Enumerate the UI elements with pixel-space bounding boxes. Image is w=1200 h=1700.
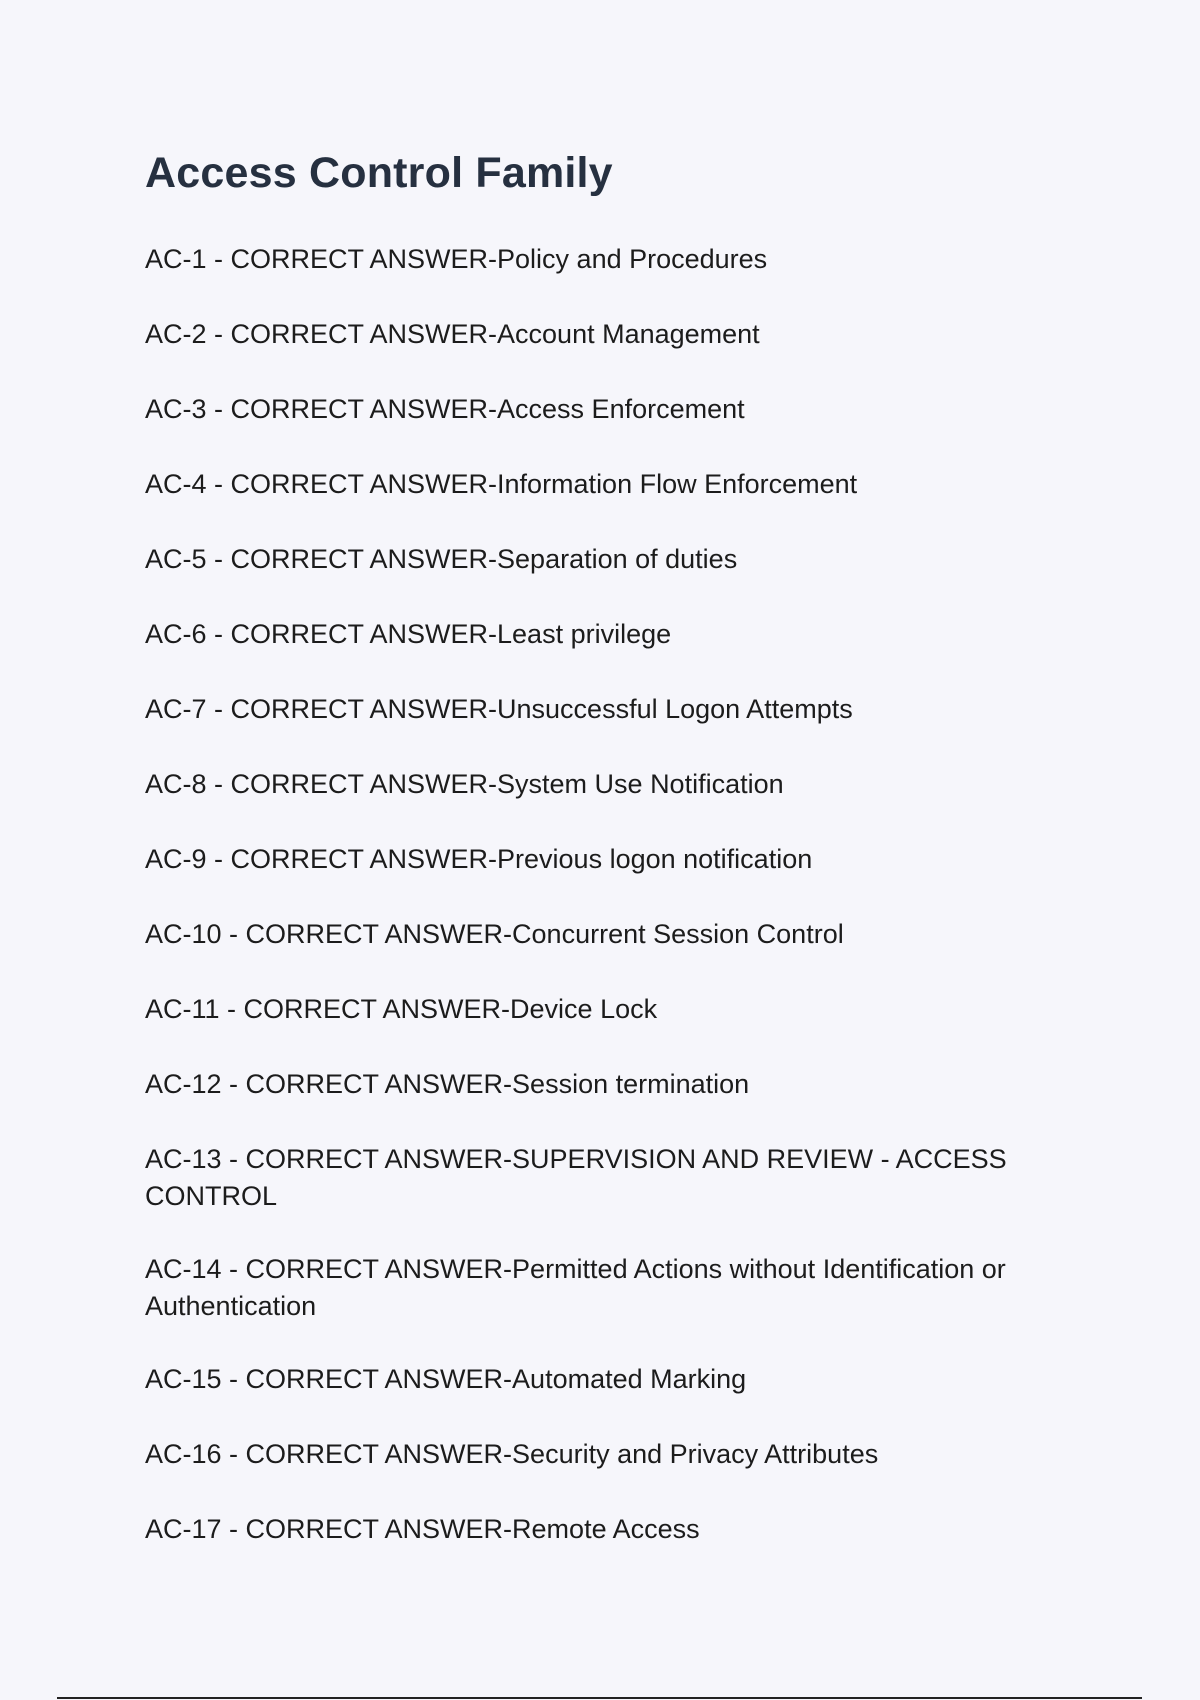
answer-list: [145, 241, 1080, 1586]
list-item: AC-17 - CORRECT ANSWER-Remote Access: [145, 1514, 700, 1544]
list-item: AC-1 - CORRECT ANSWER-Policy and Procedures: [145, 244, 768, 274]
list-item: AC-11 - CORRECT ANSWER-Device Lock: [145, 994, 658, 1024]
list-item: AC-4 - CORRECT ANSWER-Information Flow Enforcement: [145, 469, 858, 499]
list-item: AC-13 - CORRECT ANSWER-SUPERVISION AND REVIEW - ACCESS CONTROL: [145, 1144, 1007, 1211]
list-item: AC-6 - CORRECT ANSWER-Least privilege: [145, 619, 672, 649]
list-item: AC-9 - CORRECT ANSWER-Previous logon notification: [145, 844, 813, 874]
list-item: AC-12 - CORRECT ANSWER-Session termination: [145, 1069, 750, 1099]
list-item: AC-8 - CORRECT ANSWER-System Use Notification: [145, 769, 784, 799]
list-item: AC-16 - CORRECT ANSWER-Security and Privacy Attributes: [145, 1439, 879, 1469]
page-title: Access Control Family: [145, 149, 613, 197]
list-item: AC-10 - CORRECT ANSWER-Concurrent Session Control: [145, 919, 844, 949]
list-item: AC-7 - CORRECT ANSWER-Unsuccessful Logon Attempts: [145, 694, 853, 724]
list-item: AC-14 - CORRECT ANSWER-Permitted Actions without Identification or Authentication: [145, 1254, 1006, 1321]
list-item: AC-5 - CORRECT ANSWER-Separation of duties: [145, 544, 738, 574]
bottom-divider: [57, 1697, 1142, 1699]
list-item: AC-15 - CORRECT ANSWER-Automated Marking: [145, 1364, 747, 1394]
list-item: AC-2 - CORRECT ANSWER-Account Management: [145, 319, 760, 349]
list-item: AC-3 - CORRECT ANSWER-Access Enforcement: [145, 394, 745, 424]
